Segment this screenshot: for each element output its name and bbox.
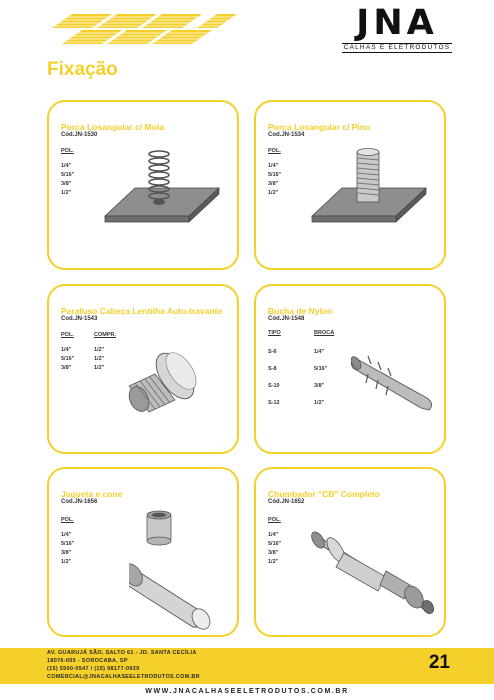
drill-value: 1/4" [314,349,325,355]
column-header: COMPR. [94,332,116,338]
drill-value: 5/16" [314,366,328,372]
product-code: Cod.JN-1543 [61,316,98,322]
footer-phone: (15) 5500-0547 / (15) 98177-0929 [47,666,140,672]
column-header: TIPO [268,330,281,336]
size-value: 5/16" [268,541,282,547]
brand-name: JNA [356,3,438,43]
nylon-anchor-icon [351,348,441,418]
column-header: POL. [61,148,74,154]
length-value: 1/2" [94,347,105,353]
type-value: S-6 [268,349,277,355]
threaded-pin-plate-icon [304,146,429,236]
column-header: POL. [61,517,74,523]
size-value: 1/2" [268,559,279,565]
product-card-bucha [254,284,446,454]
round-head-bolt-icon [119,344,219,429]
type-value: S-10 [268,383,280,389]
size-value: 1/4" [61,163,72,169]
product-title: Porca Losangular c/ Mola [61,122,164,132]
size-value: 1/4" [61,532,72,538]
column-header: POL. [61,332,74,338]
drill-value: 1/2" [314,400,325,406]
column-header: BROCA [314,330,335,336]
spring-nut-plate-icon [97,146,222,236]
footer-city: 18076-005 - SOROCABA, SP [47,658,128,664]
column-header: POL. [268,148,281,154]
product-code: Cod.JN-1656 [61,499,98,505]
size-value: 1/2" [61,190,72,196]
size-value: 3/8" [61,550,72,556]
product-code: Cód.JN-1548 [268,316,305,322]
product-card-chumbador [254,467,446,637]
size-value: 5/16" [61,356,75,362]
product-title: Porca Losangular c/ Pino [268,122,371,132]
column-header: POL. [268,517,281,523]
type-value: S-12 [268,400,280,406]
size-value: 5/16" [268,172,282,178]
footer-address: AV. GUARUJÁ SÃO, SALTO 61 - JD. SANTA CECÍLIA [47,650,197,656]
product-code: Cod.JN-1530 [61,132,98,138]
size-value: 3/8" [268,550,279,556]
size-value: 3/8" [61,181,72,187]
size-value: 1/2" [268,190,279,196]
size-value: 1/4" [268,532,279,538]
footer-email: COMERCIAL@JNACALHASEELETRODUTOS.COM.BR [47,674,200,680]
size-value: 1/2" [61,559,72,565]
size-value: 3/8" [61,365,72,371]
brand-logo [342,3,452,52]
size-value: 5/16" [61,172,75,178]
product-title: Jaqueta e cone [61,489,123,499]
length-value: 1/2" [94,356,105,362]
page-title: Fixação [47,59,118,80]
product-card-porca-pino [254,100,446,270]
size-value: 3/8" [268,181,279,187]
size-value: 5/16" [61,541,75,547]
product-title: Chumbador "CB" Completo [268,489,380,499]
drill-value: 3/8" [314,383,325,389]
length-value: 1/2" [94,365,105,371]
sleeve-and-cone-icon [129,509,229,634]
page-number: 21 [428,652,450,673]
footer-website[interactable]: WWW.JNACALHASEELETRODUTOS.COM.BR [145,688,349,695]
wedge-anchor-icon [306,521,441,621]
type-value: S-8 [268,366,277,372]
product-card-jaqueta [47,467,239,637]
product-code: Cod.JN-1534 [268,132,305,138]
size-value: 1/4" [268,163,279,169]
size-value: 1/4" [61,347,72,353]
product-card-parafuso [47,284,239,454]
product-title: Parafuso Cabeça Lentilha Auto-travante [61,306,223,316]
product-code: Cód.JN-1652 [268,499,305,505]
decorative-stripes [42,4,242,54]
product-card-porca-mola [47,100,239,270]
brand-tagline: CALHAS E ELETRODUTOS [343,44,451,51]
product-title: Bucha de Nylon [268,306,333,316]
